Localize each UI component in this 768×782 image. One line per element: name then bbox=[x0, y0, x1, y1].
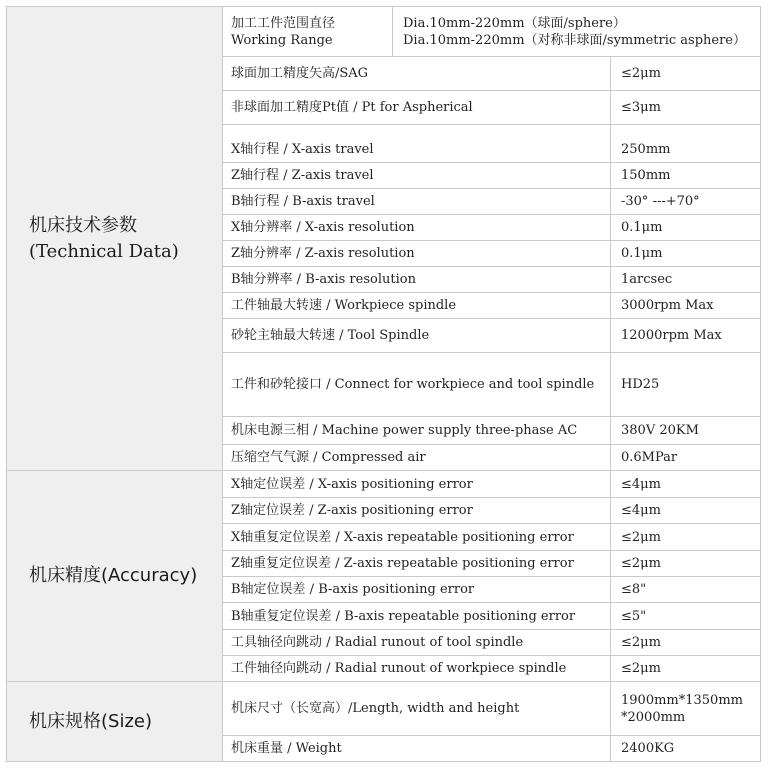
working-range-value bbox=[393, 7, 761, 57]
param-cell: Z轴定位误差 / Z-axis positioning error bbox=[223, 498, 611, 524]
value-cell: ≤2μm bbox=[611, 630, 761, 656]
param-cell: 工件和砂轮接口 / Connect for workpiece and tool spindle bbox=[223, 353, 611, 417]
param-cell: 砂轮主轴最大转速 / Tool Spindle bbox=[223, 319, 611, 353]
param-cell: Z轴重复定位误差 / Z-axis repeatable positioning error bbox=[223, 551, 611, 577]
value-cell: 12000rpm Max bbox=[611, 319, 761, 353]
section-title-en: (Technical Data) bbox=[29, 240, 179, 262]
value-cell: 150mm bbox=[611, 163, 761, 189]
value-cell: 380V 20KM bbox=[611, 417, 761, 445]
spec-table bbox=[6, 6, 761, 762]
param-cell: Z轴行程 / Z-axis travel bbox=[223, 163, 611, 189]
value-cell: HD25 bbox=[611, 353, 761, 417]
param-cell: X轴定位误差 / X-axis positioning error bbox=[223, 471, 611, 498]
value-cell: 0.1μm bbox=[611, 241, 761, 267]
value-cell: 0.6MPar bbox=[611, 445, 761, 471]
value-cell: ≤2μm bbox=[611, 656, 761, 682]
param-cell: 工件轴最大转速 / Workpiece spindle bbox=[223, 293, 611, 319]
section-title-zh: 机床技术参数 bbox=[29, 214, 137, 236]
param-cell: Z轴分辨率 / Z-axis resolution bbox=[223, 241, 611, 267]
section-title-accuracy: 机床精度(Accuracy) bbox=[7, 471, 223, 682]
param-cell: 机床重量 / Weight bbox=[223, 736, 611, 762]
param-cell: B轴重复定位误差 / B-axis repeatable positioning error bbox=[223, 603, 611, 630]
param-cell: B轴定位误差 / B-axis positioning error bbox=[223, 577, 611, 603]
param-cell: B轴分辨率 / B-axis resolution bbox=[223, 267, 611, 293]
param-cell: 工件轴径向跳动 / Radial runout of workpiece spindle bbox=[223, 656, 611, 682]
value-cell: ≤5" bbox=[611, 603, 761, 630]
param-cell: X轴重复定位误差 / X-axis repeatable positioning error bbox=[223, 524, 611, 551]
value-cell: -30° ---+70° bbox=[611, 189, 761, 215]
param-cell: 机床尺寸（长宽高）/Length, width and height bbox=[223, 682, 611, 736]
table-row bbox=[7, 471, 761, 498]
value-cell: 250mm bbox=[611, 125, 761, 163]
working-range-label-en: Working Range bbox=[231, 32, 333, 48]
value-cell: ≤3μm bbox=[611, 91, 761, 125]
param-cell: 机床电源三相 / Machine power supply three-phase AC bbox=[223, 417, 611, 445]
working-range-value-2: Dia.10mm-220mm（对称非球面/symmetric asphere） bbox=[403, 32, 746, 48]
table-row bbox=[7, 682, 761, 736]
value-cell: ≤2μm bbox=[611, 551, 761, 577]
value-cell: ≤4μm bbox=[611, 471, 761, 498]
section-title-technical-data bbox=[7, 7, 223, 471]
value-cell: ≤8" bbox=[611, 577, 761, 603]
value-cell: ≤2μm bbox=[611, 524, 761, 551]
param-cell: 球面加工精度矢高/SAG bbox=[223, 57, 611, 91]
value-cell: 1arcsec bbox=[611, 267, 761, 293]
value-cell: 0.1μm bbox=[611, 215, 761, 241]
section-title-size: 机床规格(Size) bbox=[7, 682, 223, 762]
table-row bbox=[7, 7, 761, 57]
param-cell: 非球面加工精度Pt值 / Pt for Aspherical bbox=[223, 91, 611, 125]
working-range-label bbox=[223, 7, 393, 57]
value-cell: ≤4μm bbox=[611, 498, 761, 524]
value-cell: 1900mm*1350mm *2000mm bbox=[611, 682, 761, 736]
value-cell: ≤2μm bbox=[611, 57, 761, 91]
param-cell: 压缩空气气源 / Compressed air bbox=[223, 445, 611, 471]
param-cell: X轴分辨率 / X-axis resolution bbox=[223, 215, 611, 241]
value-cell: 2400KG bbox=[611, 736, 761, 762]
param-cell: 工具轴径向跳动 / Radial runout of tool spindle bbox=[223, 630, 611, 656]
working-range-value-1: Dia.10mm-220mm（球面/sphere） bbox=[403, 15, 626, 31]
working-range-label-zh: 加工工件范围直径 bbox=[231, 15, 336, 31]
param-cell: X轴行程 / X-axis travel bbox=[223, 125, 611, 163]
param-cell: B轴行程 / B-axis travel bbox=[223, 189, 611, 215]
value-cell: 3000rpm Max bbox=[611, 293, 761, 319]
